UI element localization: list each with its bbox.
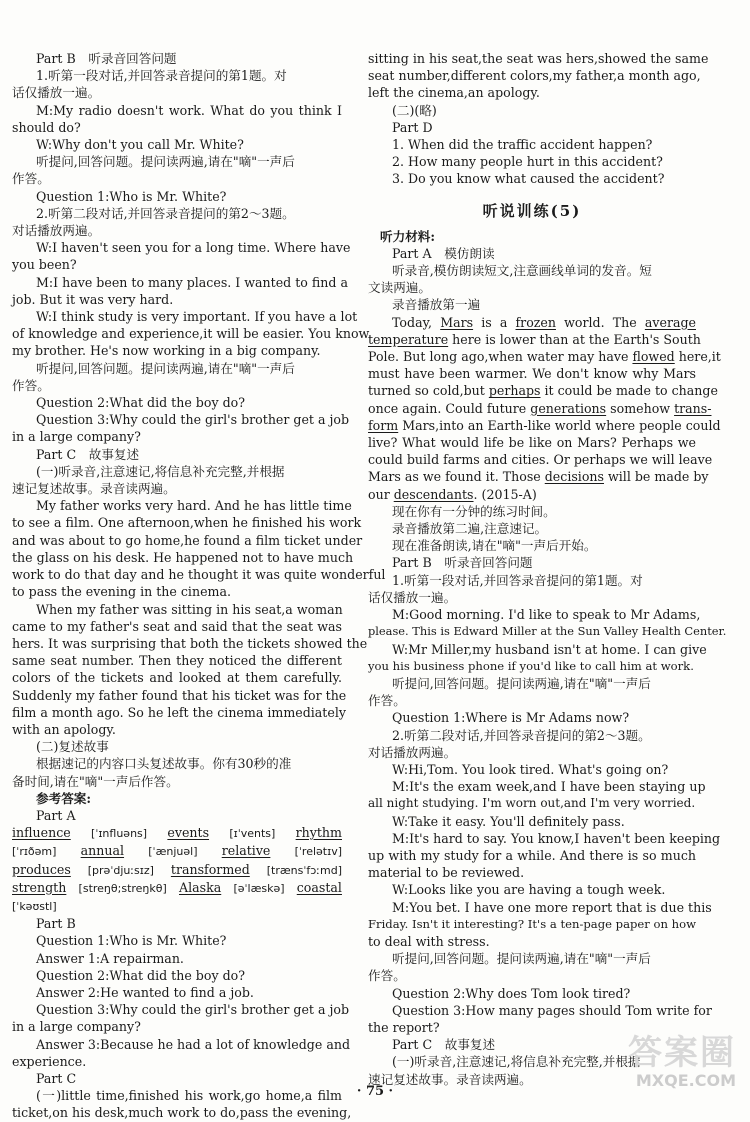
vocab-line [12,861,342,879]
dialogue-line: Friday. Isn't it interesting? It's a ten-page paper on how [368,916,697,931]
instruction: 现在你有一分钟的练习时间。 [392,503,556,519]
answer-text: left the cinema,an apology. [368,85,540,101]
highlight-word: frozen [515,314,556,330]
question: 3. Do you know what caused the accident? [392,171,665,187]
dialogue-line: M:It's hard to say. You know,I haven't been keeping [392,830,721,846]
section-title: 听说训练(5) [482,201,582,220]
answer-text: Answer 1:A repairman. [36,950,184,966]
answer-question: in a large company? [12,1019,141,1035]
dialogue-line: should do? [12,119,81,135]
answer-question: Question 3:Why could the girl's brother get a job [36,1002,350,1018]
instruction: 1.听第一段对话,并回答录音提问的第1题。对 [36,68,287,84]
dialogue-line: please. This is Edward Miller at the Sun Valley Health Center. [368,624,727,639]
story-line: the glass on his desk. He happened not to have much [12,549,354,565]
phonetic: [ˈrelətɪv] [294,845,342,859]
highlight-word: flowed [632,349,675,365]
phonetic: [ɪˈvents] [229,827,276,841]
watermark-url: MXQE.COM [635,1071,736,1090]
passage-line: Pole. But long ago,when water may have flowed here,it [368,349,721,365]
dialogue-line: job. But it was very hard. [12,291,174,307]
question: in a large company? [12,429,141,445]
vocab-word: Alaska [179,879,222,895]
instruction: (一)听录音,注意速记,将信息补充完整,并根据 [36,463,285,479]
answer-question: Question 1:Who is Mr. White? [36,933,227,949]
question: Question 2:Why does Tom look tired? [392,985,631,1001]
highlight-word: average [644,314,696,330]
question: 1. When did the traffic accident happen? [392,137,653,153]
instruction: 根据速记的内容口头复述故事。你有30秒的准 [36,756,292,772]
passage-line: Mars as we found it. Those decisions will be made by [368,469,709,485]
dialogue-line: all night studying. I'm worn out,and I'm very worried. [368,796,696,811]
phonetic: [prəˈdjuːsɪz] [87,863,154,877]
vocab-line [12,879,342,897]
story-line: My father works very hard. And he has little time [36,498,352,514]
story-line: came to my father's seat and said that the seat was [12,618,342,634]
vocab-word: rhythm [295,825,342,841]
story-line: with an apology. [12,721,116,737]
story-line: and was about to go home,he found a film ticket under [12,532,363,548]
highlight-word: descendants [393,486,474,502]
dialogue-line: M:Good morning. I'd like to speak to Mr Adams, [392,607,701,623]
answer-text: sitting in his seat,the seat was hers,showed the same [368,51,709,66]
passage-line: Today, Mars is a frozen world. The average [392,314,696,330]
answer-part-label: Part B [36,916,76,932]
question: the report? [368,1019,440,1035]
instruction: 录音播放第一遍 [392,297,481,313]
instruction: 听提问,回答问题。提问读两遍,请在"嘀"一声后 [392,675,651,691]
story-line: to see a film. One afternoon,when he finished his work [12,515,362,531]
instruction: 听提问,回答问题。提问读两遍,请在"嘀"一声后 [36,360,295,376]
question: Question 1:Who is Mr. White? [36,188,227,204]
vocab-line [12,842,342,860]
section-heading: Part B 听录音回答问题 [36,51,177,66]
story-line: Suddenly my father found that his ticket was for the [12,687,347,703]
passage-line: could build farms and cities. Or perhaps we will leave [368,452,713,468]
vocab-word: produces [12,861,71,877]
answer-text: seat number,different colors,my father,a month ago, [368,68,701,84]
dialogue-line: you his business phone if you'd like to call him at work. [368,658,694,673]
highlight-word: decisions [544,469,604,485]
instruction: (一)听录音,注意速记,将信息补充完整,并根据 [392,1054,641,1070]
story-line: colors of the tickets and looked at them carefully. [12,670,342,686]
story-line: same seat number. Then they noticed the different [12,653,342,669]
highlight-word: Mars [440,314,474,330]
instruction: 对话播放两遍。 [12,223,101,239]
instruction: 文读两遍。 [368,280,431,296]
passage-line: must have been warmer. We don't know why Mars [368,366,696,382]
section-heading: (二)复述故事 [36,739,109,755]
story-line: work to do that day and he thought it was quite wonderful [12,567,386,583]
vocab-word: relative [221,843,271,859]
instruction: 录音播放第二遍,注意速记。 [392,521,548,537]
instruction: 话仅播放一遍。 [12,85,101,101]
vocab-word: annual [80,843,125,859]
instruction: 对话播放两遍。 [368,744,457,760]
instruction: 听提问,回答问题。提问读两遍,请在"嘀"一声后 [392,951,651,967]
vocab-word: events [167,825,210,841]
highlight-word: temperature [368,331,449,347]
instruction: 速记复述故事。录音读两遍。 [368,1071,532,1087]
phonetic: [əˈlæskə] [233,881,285,895]
instruction: 备时间,请在"嘀"一声后作答。 [12,773,179,789]
vocab-word: coastal [296,879,342,895]
story-line: hers. It was surprising that both the tickets showed the [12,635,368,651]
answer-text: experience. [12,1053,87,1069]
section-heading: Part C 故事复述 [392,1037,496,1053]
answer-part-label: Part D [392,119,433,135]
instruction: 现在准备朗读,请在"嘀"一声后开始。 [392,538,597,554]
story-line: film a month ago. So he left the cinema immediately [12,704,346,720]
dialogue-line: M:My radio doesn't work. What do you think I [36,102,342,118]
dialogue-line: material to be reviewed. [368,865,525,881]
watermark-text: 答案圈 [628,1033,736,1073]
dialogue-line: to deal with stress. [368,933,490,949]
answer-heading: 参考答案: [36,790,92,806]
instruction: 话仅播放一遍。 [368,589,457,605]
answer-text: (一)little time,finished his work,go home,a film [36,1088,342,1104]
passage-line: once again. Could future generations somehow trans- [368,400,712,416]
phonetic: [ˈrɪðəm] [12,845,57,859]
answer-part-label: Part C [36,1070,77,1086]
instruction: 作答。 [368,693,406,709]
dialogue-line: M:I have been to many places. I wanted to find a [36,274,348,290]
question: Question 1:Where is Mr Adams now? [392,710,630,726]
dialogue-line: W:Mr Miller,my husband isn't at home. I can give [392,641,707,657]
right-column [368,50,727,1088]
vocab-line [12,824,342,842]
instruction: 听提问,回答问题。提问读两遍,请在"嘀"一声后 [36,154,295,170]
answer-part-label: Part A [36,807,76,823]
dialogue-line: my brother. He's now working in a big company. [12,343,321,359]
dialogue-line: you been? [12,257,77,273]
dialogue-line: up with my study for a while. And there is so much [368,847,696,863]
instruction: 听录音,模仿朗读短文,注意画线单词的发音。短 [392,263,652,279]
answer-text: ticket,on his desk,much work to do,pass the evening, [12,1105,352,1121]
passage-line: our descendants. (2015-A) [368,486,537,502]
material-heading: 听力材料: [380,228,436,244]
dialogue-line: W:Looks like you are having a tough week. [392,882,666,898]
phonetic: [streŋθ;streŋkθ] [78,881,167,895]
section-heading: Part C 故事复述 [36,446,140,462]
highlight-word: perhaps [488,383,541,399]
answer-question: Question 2:What did the boy do? [36,967,245,983]
instruction: 2.听第二段对话,并回答录音提问的第2～3题。 [36,205,295,221]
instruction: 2.听第二段对话,并回答录音提问的第2～3题。 [392,727,651,743]
page-number: · 75 · [356,1084,394,1099]
dialogue-line: M:It's the exam week,and I have been staying up [392,779,706,795]
instruction: 1.听第一段对话,并回答录音提问的第1题。对 [392,572,643,588]
passage-line: temperature here is lower than at the Earth's South [368,331,701,347]
instruction: 速记复述故事。录音读两遍。 [12,481,176,497]
section-heading: Part A 模仿朗读 [392,245,495,261]
phonetic: [trænsˈfɔːmd] [266,863,342,877]
section-heading: Part B 听录音回答问题 [392,555,533,571]
dialogue-line: W:I think study is very important. If you have a lot [36,309,358,325]
story-line: When my father was sitting in his seat,a woman [36,601,343,617]
highlight-word: generations [530,400,607,416]
instruction: 作答。 [12,377,50,393]
question: Question 3:How many pages should Tom write for [392,1002,712,1018]
vocab-line [12,897,342,915]
question: 2. How many people hurt in this accident? [392,154,663,170]
passage-line: form Mars,into an Earth-like world where people could [368,417,721,433]
dialogue-line: W:Why don't you call Mr. White? [36,137,244,153]
phonetic: [ˈkəʊstl] [12,899,57,913]
story-line: to pass the evening in the cinema. [12,584,231,600]
passage-line: turned so cold,but perhaps it could be made to change [368,383,718,399]
dialogue-line: W:Hi,Tom. You look tired. What's going on? [392,761,669,777]
instruction: 作答。 [368,968,406,984]
answer-text: (二)(略) [392,102,437,118]
answer-text: Answer 3:Because he had a lot of knowledge and [36,1036,351,1052]
answer-text: Answer 2:He wanted to find a job. [36,984,254,1000]
question: Question 2:What did the boy do? [36,395,245,411]
phonetic: [ˈænjuəl] [148,845,198,859]
dialogue-line: of knowledge and experience,it will be easier. You know [12,326,370,342]
passage-line: live? What would life be like on Mars? Perhaps we [368,435,696,451]
watermark-logo [616,1034,736,1096]
vocab-word: strength [12,879,67,895]
phonetic: [ˈɪnfluəns] [91,827,148,841]
highlight-word: trans- [674,400,712,416]
vocab-word: transformed [170,861,250,877]
question: Question 3:Why could the girl's brother get a job [36,412,350,428]
dialogue-line: W:Take it easy. You'll definitely pass. [392,813,625,829]
dialogue-line: W:I haven't seen you for a long time. Where have [36,240,351,256]
dialogue-line: M:You bet. I have one more report that is due this [392,899,712,915]
highlight-word: form [368,417,399,433]
instruction: 作答。 [12,171,50,187]
vocab-word: influence [12,825,71,841]
